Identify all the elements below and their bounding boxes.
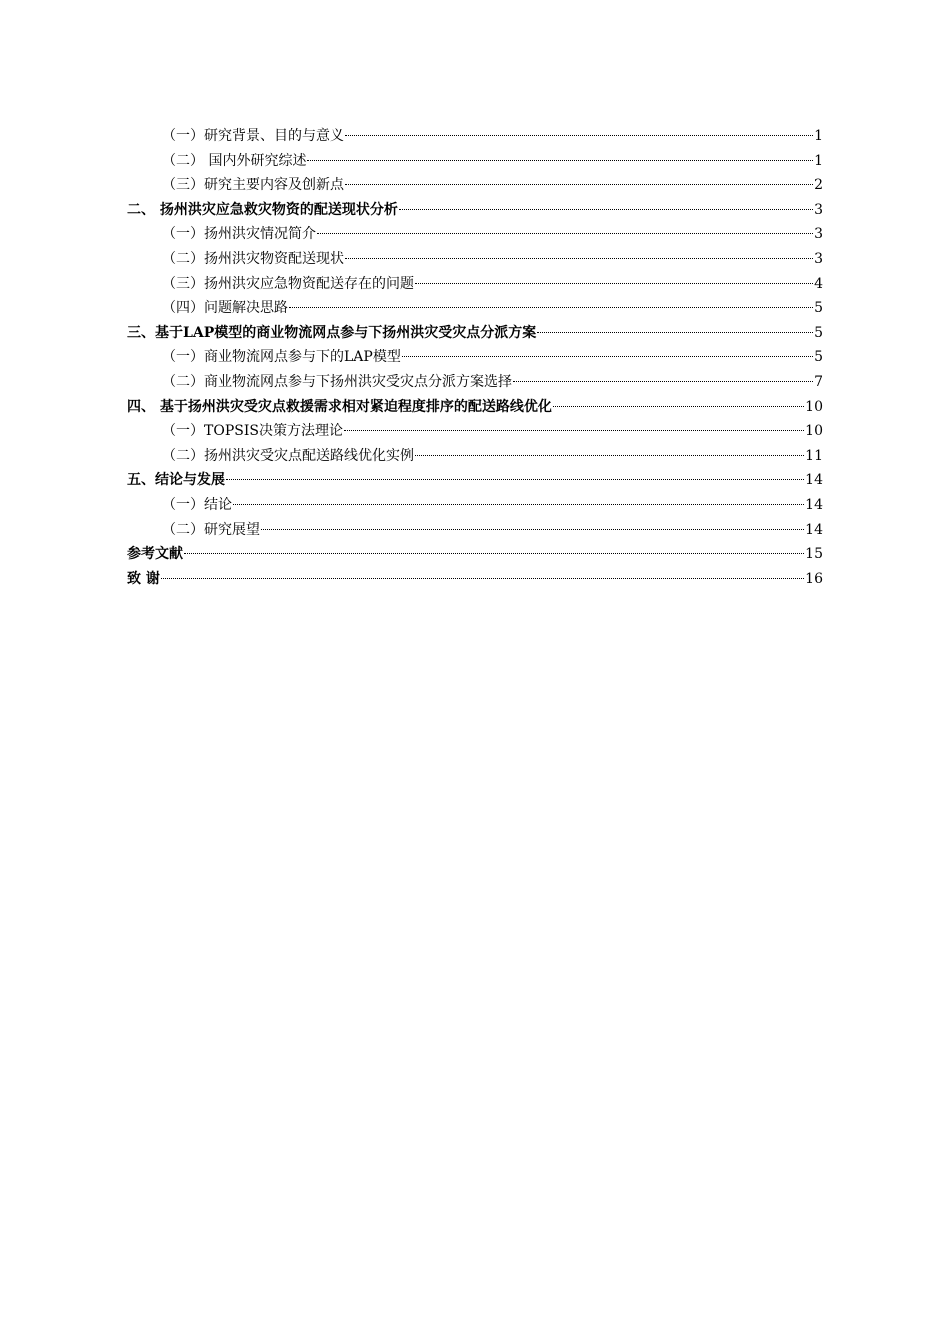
toc-entry[interactable]	[127, 173, 823, 198]
toc-entry-title: 五、结论与发展	[127, 472, 225, 489]
toc-entry-page: 5	[814, 349, 823, 366]
toc-entry[interactable]	[127, 518, 823, 543]
toc-entry-title: 致 谢	[127, 570, 160, 587]
table-of-contents	[127, 124, 823, 591]
toc-entry-page: 1	[814, 128, 823, 144]
toc-entry-page: 16	[805, 570, 823, 587]
toc-entry-page: 14	[805, 472, 823, 489]
toc-entry-title: （二）扬州洪灾物资配送现状	[162, 250, 344, 267]
toc-entry-page: 4	[814, 275, 823, 292]
toc-entry-title: 二、 扬州洪灾应急救灾物资的配送现状分析	[127, 201, 398, 218]
toc-entry-page: 15	[805, 546, 823, 563]
toc-dot-leader	[402, 356, 813, 357]
toc-entry-title: （一）TOPSIS决策方法理论	[162, 423, 343, 440]
toc-entry-title: （一）研究背景、目的与意义	[162, 128, 344, 144]
toc-entry-page: 10	[805, 398, 823, 415]
toc-entry-title: （二） 国内外研究综述	[162, 152, 307, 169]
toc-entry-title: （二）研究展望	[162, 521, 260, 538]
toc-entry-title: 三、基于LAP模型的商业物流网点参与下扬州洪灾受灾点分派方案	[127, 324, 537, 341]
toc-dot-leader	[233, 504, 804, 505]
toc-dot-leader	[415, 455, 804, 456]
toc-entry-page: 7	[814, 373, 823, 390]
toc-dot-leader	[537, 332, 813, 333]
toc-chapter-entry[interactable]	[127, 567, 823, 592]
toc-entry-page: 5	[814, 324, 823, 341]
toc-entry-page: 2	[814, 177, 823, 194]
toc-dot-leader	[317, 233, 813, 234]
toc-dot-leader	[161, 578, 804, 579]
toc-dot-leader	[399, 209, 813, 210]
toc-entry-page: 3	[814, 201, 823, 218]
toc-dot-leader	[345, 184, 813, 185]
toc-entry[interactable]	[127, 493, 823, 518]
toc-entry-page: 1	[814, 152, 823, 169]
toc-dot-leader	[415, 283, 813, 284]
toc-dot-leader	[261, 529, 804, 530]
toc-chapter-entry[interactable]	[127, 542, 823, 567]
toc-entry-page: 5	[814, 300, 823, 317]
toc-entry[interactable]	[127, 419, 823, 444]
toc-dot-leader	[184, 553, 804, 554]
toc-entry[interactable]	[127, 444, 823, 469]
toc-entry-page: 11	[805, 447, 823, 464]
toc-entry[interactable]	[127, 296, 823, 321]
toc-entry-page: 3	[814, 226, 823, 243]
toc-entry[interactable]	[127, 345, 823, 370]
toc-entry-title: 四、 基于扬州洪灾受灾点救援需求相对紧迫程度排序的配送路线优化	[127, 398, 552, 415]
toc-entry-page: 14	[805, 521, 823, 538]
toc-entry[interactable]	[127, 370, 823, 395]
toc-dot-leader	[345, 135, 813, 136]
toc-entry-title: （三）扬州洪灾应急物资配送存在的问题	[162, 275, 414, 292]
toc-entry-title: （一）扬州洪灾情况简介	[162, 226, 316, 243]
toc-entry-page: 14	[805, 496, 823, 513]
toc-entry-title: （三）研究主要内容及创新点	[162, 177, 344, 194]
toc-entry[interactable]	[127, 247, 823, 272]
toc-chapter-entry[interactable]	[127, 468, 823, 493]
toc-entry[interactable]	[127, 124, 823, 149]
toc-entry[interactable]	[127, 149, 823, 174]
toc-entry-page: 10	[805, 423, 823, 440]
toc-chapter-entry[interactable]	[127, 198, 823, 223]
toc-dot-leader	[344, 430, 804, 431]
toc-entry-page: 3	[814, 250, 823, 267]
toc-entry[interactable]	[127, 272, 823, 297]
toc-entry-title: （四）问题解决思路	[162, 300, 288, 317]
toc-dot-leader	[289, 307, 813, 308]
toc-entry-title: （二）商业物流网点参与下扬州洪灾受灾点分派方案选择	[162, 373, 512, 390]
toc-chapter-entry[interactable]	[127, 321, 823, 346]
toc-dot-leader	[513, 381, 813, 382]
toc-entry-title: 参考文献	[127, 546, 183, 563]
toc-dot-leader	[553, 406, 804, 407]
toc-entry-title: （一）结论	[162, 496, 232, 513]
toc-dot-leader	[345, 258, 813, 259]
toc-dot-leader	[226, 479, 804, 480]
toc-chapter-entry[interactable]	[127, 395, 823, 420]
toc-entry-title: （二）扬州洪灾受灾点配送路线优化实例	[162, 447, 414, 464]
toc-dot-leader	[307, 160, 813, 161]
toc-entry[interactable]	[127, 222, 823, 247]
toc-entry-title: （一）商业物流网点参与下的LAP模型	[162, 349, 401, 366]
